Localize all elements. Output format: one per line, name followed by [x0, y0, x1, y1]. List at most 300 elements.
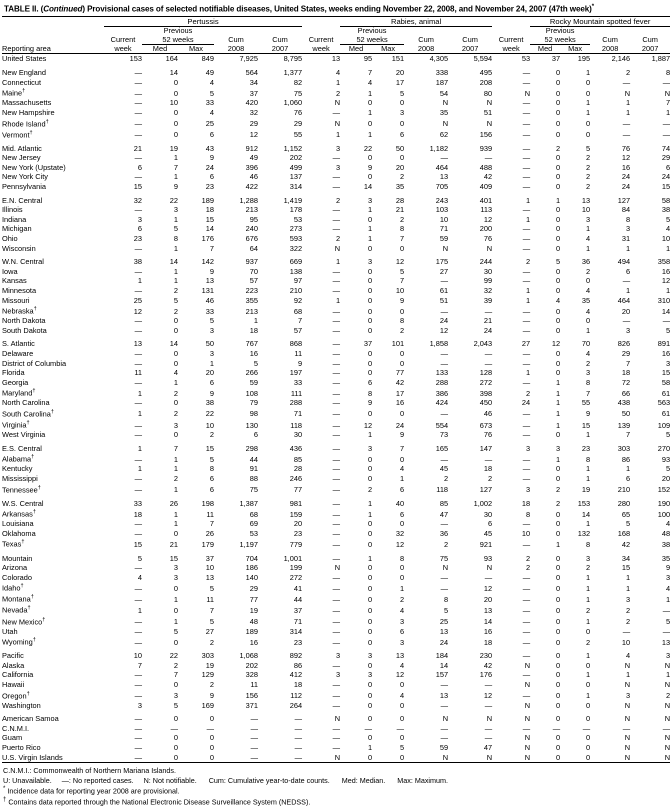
row-value: 912 — [245, 143, 258, 153]
row-value: 6 — [137, 224, 142, 234]
table-row[interactable] — [2, 144, 670, 154]
row-value: 27 — [439, 266, 449, 276]
row-value: 1 — [585, 691, 591, 701]
table-row[interactable] — [2, 267, 670, 277]
row-value: 7 — [173, 670, 178, 680]
row-value: 14 — [205, 224, 214, 234]
header-gap-2 — [492, 16, 530, 26]
table-row[interactable] — [2, 129, 670, 140]
table-row[interactable] — [2, 554, 670, 564]
header-group-pertussis: Pertussis — [104, 16, 302, 26]
row-value: 1,002 — [473, 498, 493, 508]
table-row[interactable] — [2, 182, 670, 192]
row-value: 3 — [585, 553, 591, 563]
row-value: 4 — [585, 306, 591, 316]
header-current-rmsf-top: Current — [498, 35, 524, 45]
row-value: — — [332, 498, 341, 508]
row-value: 9 — [399, 430, 405, 440]
table-row[interactable] — [2, 276, 670, 286]
table-row[interactable] — [2, 163, 670, 173]
row-value: 16 — [621, 162, 631, 172]
row-value: 1 — [367, 107, 373, 117]
footnote-dagger-text: Contains data reported through the National Electronic Disease Surveillance System (NEDSS). — [6, 797, 311, 807]
row-value: 93 — [661, 454, 670, 464]
row-value: 1 — [585, 519, 591, 529]
row-value: — — [332, 519, 341, 529]
table-row[interactable] — [2, 484, 670, 495]
row-value: 21 — [169, 539, 178, 549]
row-value: 35 — [581, 295, 591, 305]
row-value: 3 — [585, 214, 591, 224]
row-value: 15 — [661, 182, 670, 192]
row-value: 130 — [245, 420, 258, 430]
table-row[interactable] — [2, 419, 670, 430]
table-row[interactable] — [2, 701, 670, 711]
row-value: 0 — [585, 77, 591, 87]
table-row[interactable] — [2, 378, 670, 388]
row-value: 21 — [483, 316, 493, 326]
row-area-label: South Carolina† — [2, 409, 55, 419]
row-value: 18 — [521, 498, 531, 508]
table-row[interactable] — [2, 118, 670, 129]
row-value: 2 — [173, 473, 178, 483]
row-area-label: New England — [2, 68, 46, 78]
row-value: — — [522, 605, 531, 615]
row-value: 34 — [249, 77, 258, 87]
row-value: 24 — [205, 162, 214, 172]
row-value: 12 — [395, 539, 405, 549]
row-value: 0 — [173, 325, 178, 335]
row-value: 0 — [142, 753, 178, 763]
row-value: 0 — [555, 266, 561, 276]
table-row[interactable] — [2, 453, 670, 464]
row-value: 0 — [555, 162, 561, 172]
row-value: 4 — [666, 583, 670, 593]
table-row[interactable] — [2, 519, 670, 529]
row-value: N — [664, 733, 670, 743]
row-value: 0 — [173, 733, 178, 743]
row-value: — — [484, 572, 493, 582]
row-value: — — [332, 660, 341, 670]
row-value: 0 — [367, 325, 373, 335]
row-area-label: Maine† — [2, 88, 26, 98]
row-value: 20 — [621, 306, 631, 316]
table-row[interactable] — [2, 430, 670, 440]
row-value: 28 — [395, 195, 405, 205]
row-value: 13 — [439, 626, 449, 636]
table-row[interactable] — [2, 68, 670, 78]
table-row[interactable] — [2, 398, 670, 408]
row-value: N — [664, 700, 670, 710]
row-value: 1 — [367, 743, 373, 753]
row-value: 15 — [621, 563, 631, 573]
row-value: 0 — [173, 583, 178, 593]
table-row[interactable] — [2, 690, 670, 701]
table-row[interactable] — [2, 670, 670, 680]
row-value: — — [522, 205, 531, 215]
row-area-label: W.S. Central — [2, 498, 44, 508]
row-value: N — [442, 118, 449, 128]
row-value: 168 — [617, 528, 631, 538]
row-area-label: Maryland† — [2, 388, 36, 398]
row-value: 27 — [205, 626, 214, 636]
row-value: 71 — [293, 409, 303, 419]
row-value: — — [134, 583, 142, 593]
row-value: N — [486, 714, 493, 724]
row-value: 0 — [367, 572, 373, 582]
header-current-pertussis-top: Current — [110, 35, 136, 45]
footnote-cnmi: C.N.M.I.: Commonwealth of Northern Mariana Islands. — [3, 766, 176, 776]
row-footnote-marker: † — [50, 409, 55, 416]
table-row[interactable] — [2, 743, 670, 753]
row-value: 77 — [395, 368, 405, 378]
table-row[interactable] — [2, 54, 670, 64]
row-value: 132 — [577, 528, 591, 538]
row-value: — — [134, 130, 142, 140]
row-value: 13 — [439, 172, 449, 182]
table-row[interactable] — [2, 305, 670, 316]
table-row[interactable] — [2, 563, 670, 573]
row-value: 10 — [661, 233, 670, 243]
row-footnote-marker: † — [42, 616, 46, 623]
row-value: — — [552, 723, 561, 733]
row-value: 64 — [249, 243, 258, 253]
row-value: — — [522, 539, 531, 549]
table-row[interactable] — [2, 286, 670, 296]
row-area-label: Rhode Island† — [2, 118, 49, 128]
row-value: — — [522, 464, 531, 474]
row-value: 6 — [137, 162, 142, 172]
table-row[interactable] — [2, 474, 670, 484]
table-row[interactable] — [2, 349, 670, 359]
row-value: 213 — [245, 306, 258, 316]
header-blank-h — [492, 26, 530, 36]
table-row[interactable] — [2, 593, 670, 604]
table-row[interactable] — [2, 444, 670, 454]
header-label-row — [2, 45, 670, 54]
row-value: 11 — [134, 368, 142, 378]
table-row[interactable] — [2, 326, 670, 336]
row-value: 420 — [245, 98, 258, 108]
row-value: — — [522, 276, 531, 286]
row-value: — — [134, 616, 142, 626]
table-row[interactable] — [2, 153, 670, 163]
row-value: 88 — [249, 473, 258, 483]
row-value: 22 — [205, 409, 214, 419]
row-value: 189 — [245, 626, 258, 636]
table-row[interactable] — [2, 680, 670, 690]
row-value: — — [332, 464, 341, 474]
row-value: 1 — [585, 572, 591, 582]
row-value: 1 — [173, 172, 178, 182]
row-value: — — [440, 572, 449, 582]
row-value: 9 — [173, 182, 178, 192]
table-row[interactable] — [2, 316, 670, 326]
row-value: 55 — [581, 398, 591, 408]
row-value: 0 — [173, 88, 178, 98]
row-value: 2 — [585, 605, 591, 615]
row-value: N — [334, 243, 341, 253]
table-row[interactable] — [2, 538, 670, 549]
row-value: 2 — [443, 539, 449, 549]
table-row[interactable] — [2, 224, 670, 234]
title-footnote-marker: * — [591, 4, 595, 10]
row-value: 12 — [133, 306, 142, 316]
table-row[interactable] — [2, 172, 670, 182]
row-value: 0 — [555, 509, 561, 519]
row-value: — — [332, 680, 341, 690]
row-value: 93 — [483, 553, 493, 563]
row-value: 200 — [479, 224, 493, 234]
row-value: 5 — [209, 616, 214, 626]
row-footnote-marker: † — [32, 637, 36, 644]
table-row[interactable] — [2, 636, 670, 647]
row-value: 24 — [395, 420, 405, 430]
table-row[interactable] — [2, 582, 670, 593]
row-value: — — [134, 626, 142, 636]
row-value: 17 — [395, 77, 405, 87]
row-value: — — [332, 594, 341, 604]
row-value: 137 — [289, 172, 303, 182]
row-value: 11 — [206, 509, 214, 519]
table-row[interactable] — [2, 604, 670, 615]
table-row[interactable] — [2, 108, 670, 118]
row-value: N — [624, 700, 631, 710]
row-value: 0 — [585, 714, 591, 724]
table-row[interactable] — [2, 234, 670, 244]
row-value: — — [332, 733, 341, 743]
row-value: 86 — [293, 660, 303, 670]
row-value: 76 — [483, 233, 493, 243]
page-title — [0, 0, 641, 15]
table-row[interactable] — [2, 627, 670, 637]
row-value: 113 — [480, 205, 493, 215]
row-value: 0 — [555, 519, 561, 529]
table-row[interactable] — [2, 724, 670, 734]
row-value: 35 — [439, 107, 449, 117]
row-value: — — [440, 454, 449, 464]
row-value: — — [134, 454, 142, 464]
row-footnote-marker: † — [32, 509, 36, 516]
row-value: 422 — [245, 182, 258, 192]
row-value: 3 — [367, 195, 373, 205]
row-value: 0 — [173, 743, 178, 753]
row-area-label: Illinois — [2, 205, 23, 215]
row-value: 0 — [367, 409, 373, 419]
header-current-rabies-top: Current — [308, 35, 334, 45]
row-value: 386 — [435, 388, 449, 398]
table-row[interactable] — [2, 753, 670, 763]
row-value: — — [662, 118, 670, 128]
row-value: 8 — [367, 388, 373, 398]
row-value: 176 — [201, 233, 214, 243]
row-value: 464 — [435, 162, 449, 172]
row-value: — — [332, 214, 341, 224]
row-value: 24 — [521, 398, 531, 408]
row-value: — — [522, 358, 531, 368]
row-area-label: Georgia — [2, 377, 29, 387]
row-value: 2 — [487, 473, 493, 483]
row-value: 2 — [585, 266, 591, 276]
header-blank-a — [2, 26, 104, 36]
row-value: 9 — [209, 153, 214, 163]
row-value: 3 — [367, 443, 373, 453]
row-value: 7 — [367, 68, 373, 78]
row-value: 3 — [137, 700, 142, 710]
row-value: 488 — [479, 162, 493, 172]
table-row[interactable] — [2, 573, 670, 583]
header-cum2008-pertussis: 2008 — [214, 45, 258, 54]
row-value: 0 — [555, 88, 561, 98]
row-value: — — [622, 118, 631, 128]
row-value: 40 — [395, 498, 405, 508]
header-cum-pertussis-2008-top: Cum — [228, 35, 244, 45]
row-area-label: American Samoa — [2, 714, 59, 724]
row-value: — — [522, 224, 531, 234]
row-value: N — [624, 680, 631, 690]
row-value: 0 — [555, 605, 561, 615]
row-value: N — [524, 700, 531, 710]
row-value: 25 — [439, 616, 449, 626]
table-row[interactable] — [2, 368, 670, 378]
row-value: 12 — [483, 583, 493, 593]
row-value: 12 — [483, 691, 493, 701]
row-value: 12 — [621, 153, 631, 163]
row-value: 20 — [395, 162, 405, 172]
header-med-pertussis: Med — [142, 45, 178, 54]
table-row[interactable] — [2, 733, 670, 743]
row-value: 7 — [173, 162, 178, 172]
row-value: — — [294, 743, 303, 753]
row-value: 7 — [585, 388, 591, 398]
table-header — [2, 16, 670, 54]
table-row[interactable] — [2, 339, 670, 349]
row-value: 59 — [439, 743, 449, 753]
row-value: 18 — [483, 637, 493, 647]
row-value: 1 — [525, 195, 531, 205]
row-value: 24 — [439, 316, 449, 326]
row-value: 1,858 — [429, 339, 449, 349]
row-value: 2 — [525, 257, 531, 267]
row-value: 5 — [666, 464, 670, 474]
row-value: 85 — [293, 454, 303, 464]
row-value: 5 — [253, 358, 258, 368]
row-value: 176 — [479, 670, 493, 680]
row-value: 128 — [479, 368, 493, 378]
row-value: — — [134, 680, 142, 690]
table-row[interactable] — [2, 387, 670, 398]
row-area-label: C.N.M.I. — [2, 723, 30, 733]
table-row[interactable] — [2, 464, 670, 474]
table-row[interactable] — [2, 78, 670, 88]
row-value: 1 — [625, 285, 631, 295]
table-row[interactable] — [2, 205, 670, 215]
row-value: 51 — [483, 107, 493, 117]
row-area-label: Utah — [2, 626, 18, 636]
table-row[interactable] — [2, 257, 670, 267]
row-value: — — [332, 205, 341, 215]
row-value: N — [524, 743, 531, 753]
row-value: 0 — [555, 714, 561, 724]
row-value: 48 — [661, 528, 670, 538]
row-value: 14 — [363, 182, 373, 192]
row-area-label: North Carolina — [2, 398, 50, 408]
row-value: 4 — [137, 572, 142, 582]
row-value: 35 — [661, 553, 670, 563]
row-value: 42 — [483, 660, 493, 670]
table-row[interactable] — [2, 508, 670, 519]
row-value: — — [134, 266, 142, 276]
row-value: 5 — [399, 266, 405, 276]
row-value: 5 — [625, 519, 631, 529]
table-row[interactable] — [2, 244, 670, 254]
header-blank-g — [448, 26, 492, 36]
row-value: 438 — [617, 398, 631, 408]
table-row[interactable] — [2, 651, 670, 661]
row-value: 1 — [555, 388, 561, 398]
table-row[interactable] — [2, 359, 670, 369]
row-value: 7 — [666, 98, 670, 108]
row-value: 2 — [585, 637, 591, 647]
row-value: 3 — [367, 670, 373, 680]
row-value: 0 — [585, 626, 591, 636]
row-value: 0 — [530, 753, 560, 763]
row-value: 36 — [439, 528, 449, 538]
row-value: 0 — [555, 473, 561, 483]
row-area-label: Pennsylvania — [2, 182, 46, 192]
row-area-label: Puerto Rico — [2, 743, 41, 753]
row-value: N — [664, 714, 670, 724]
row-footnote-marker: † — [29, 129, 33, 136]
table-row[interactable] — [2, 529, 670, 539]
table-row[interactable] — [2, 87, 670, 98]
header-blank-c — [214, 26, 258, 36]
row-value: 30 — [483, 266, 493, 276]
row-value: 24 — [621, 182, 631, 192]
row-value: 1 — [585, 616, 591, 626]
row-value: — — [522, 723, 531, 733]
table-row[interactable] — [2, 714, 670, 724]
row-value: — — [440, 409, 449, 419]
table-row[interactable] — [2, 499, 670, 509]
table-row[interactable] — [2, 196, 670, 206]
row-value: 23 — [133, 233, 142, 243]
row-value: 593 — [289, 233, 303, 243]
row-value: 75 — [249, 485, 258, 495]
row-value: 1 — [137, 605, 142, 615]
row-value: 5 — [173, 224, 178, 234]
row-value: 65 — [621, 509, 631, 519]
title-rest: ) Provisional cases of selected notifiable diseases, United States, weeks ending November 22, 2008, and November 24, 2007 (47th week) — [82, 4, 592, 14]
header-max-rabies: Max — [372, 45, 404, 54]
row-value: — — [134, 430, 142, 440]
row-value: 0 — [560, 753, 590, 763]
row-value: 921 — [479, 539, 493, 549]
row-value: 10 — [205, 563, 214, 573]
table-row[interactable] — [2, 98, 670, 108]
table-row[interactable] — [2, 408, 670, 419]
row-value: 153 — [577, 498, 591, 508]
table-row[interactable] — [2, 296, 670, 306]
table-row[interactable] — [2, 616, 670, 627]
row-value: 338 — [435, 68, 449, 78]
table-row[interactable] — [2, 215, 670, 225]
table-row[interactable] — [2, 661, 670, 671]
row-area-label: Minnesota — [2, 285, 37, 295]
row-value: 9 — [209, 691, 214, 701]
row-value: N — [492, 753, 530, 763]
row-value: 15 — [661, 368, 670, 378]
